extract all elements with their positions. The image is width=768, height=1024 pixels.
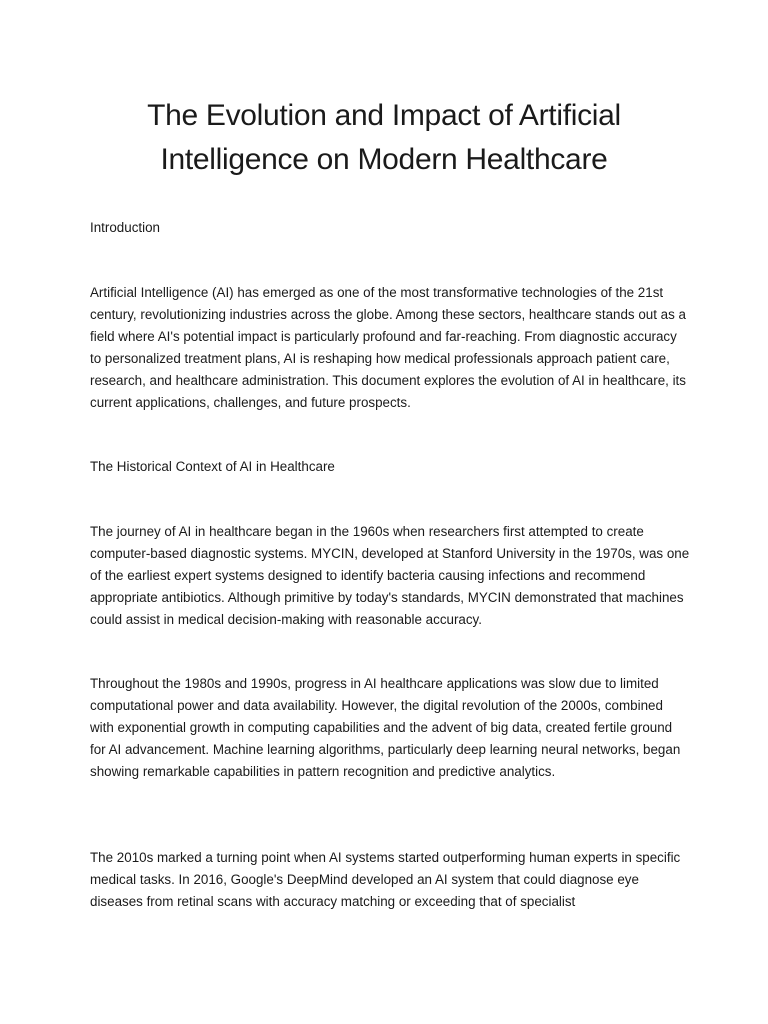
paragraph-history-2010s: The 2010s marked a turning point when AI systems started outperforming human experts in specific medical tasks. In 2016, Google's DeepMind developed an AI system that could diagnose eye diseases from retinal scans with accuracy matching or exceeding that of specialist xyxy=(90,850,681,909)
section-heading-historical-context: The Historical Context of AI in Healthcare xyxy=(90,459,335,474)
paragraph-history-1960s: The journey of AI in healthcare began in the 1960s when researchers first attempted to create computer-based diagnostic systems. MYCIN, developed at Stanford University in the 1970s, was one of the earliest expert systems designed to identify bacteria causing infections and recommend appropriate antibiotics. Although primitive by today's standards, MYCIN demonstrated that machines could assist in medical decision-making with reasonable accuracy. xyxy=(90,524,690,627)
document-title: The Evolution and Impact of Artificial Intelligence on Modern Healthcare xyxy=(147,99,621,176)
paragraph-history-1980s-1990s: Throughout the 1980s and 1990s, progress in AI healthcare applications was slow due to limited computational power and data availability. However, the digital revolution of the 2000s, combined with exponential growth in computing capabilities and the advent of big data, created fertile ground for AI advancement. Machine learning algorithms, particularly deep learning neural networks, began showing remarkable capabilities in pattern recognition and predictive analytics. xyxy=(90,676,681,779)
section-heading-introduction: Introduction xyxy=(90,220,160,235)
paragraph-introduction: Artificial Intelligence (AI) has emerged as one of the most transformative technologies of the 21st century, revolutionizing industries across the globe. Among these sectors, healthcare stands out as a field where AI's potential impact is particularly profound and far-reaching. From diagnostic accuracy to personalized treatment plans, AI is reshaping how medical professionals approach patient care, research, and healthcare administration. This document explores the evolution of AI in healthcare, its current applications, challenges, and future prospects. xyxy=(90,285,686,410)
